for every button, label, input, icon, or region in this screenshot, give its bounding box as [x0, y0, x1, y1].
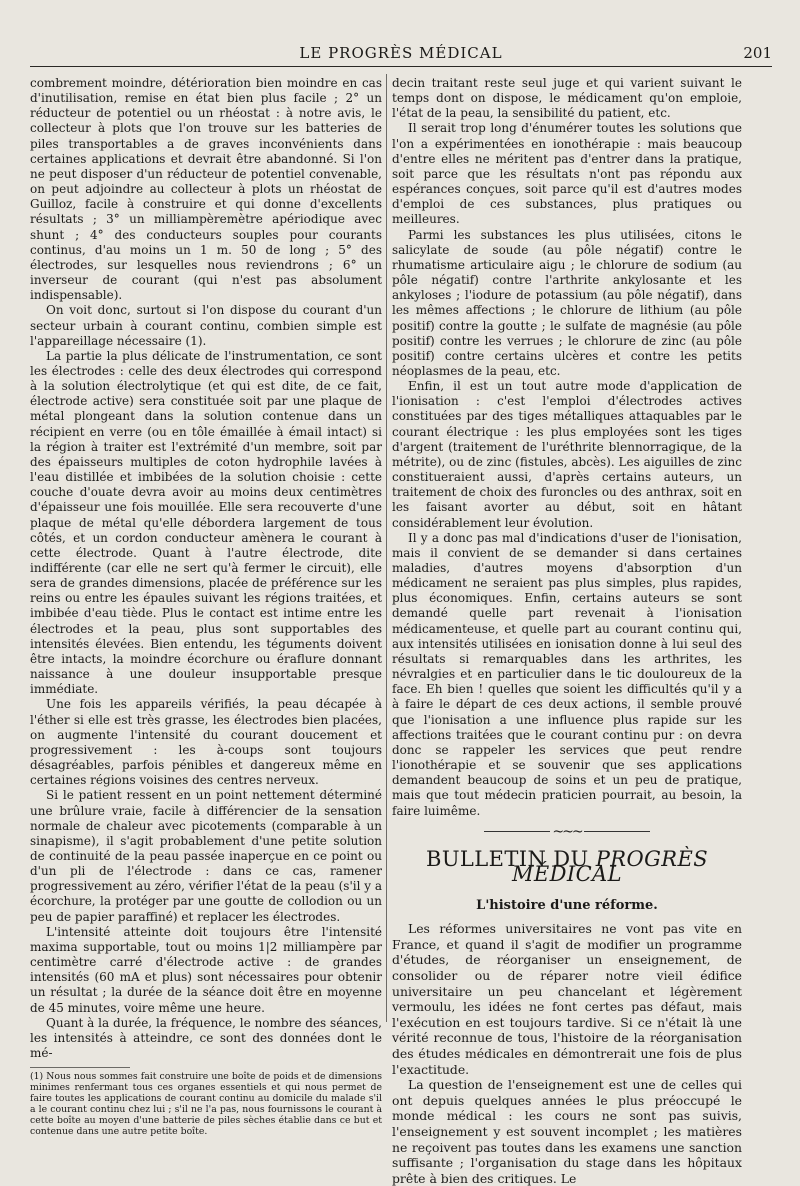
ornament-line-left — [484, 831, 550, 832]
ornament-line-right — [584, 831, 650, 832]
running-title: LE PROGRÈS MÉDICAL — [299, 44, 503, 62]
right-paragraph-5: Il y a donc pas mal d'indications d'user de l'ionisation, mais il convient de se demander si dans certaines maladies, d'autres moyens d'absorption d'un médicament ne seraient pas plus simples, plus rapides, plus économiques. Enfin, certains auteurs se sont demandé quelle part revenait à l'ionisation médicamenteuse, et quelle part au courant continu qui, aux intensités utilisées en ionisation donne à lui seul des résultats si remarquables dans les arthrites, les névralgies et en particulier dans le tic douloureux de la face. Eh bien ! quelles que soient les difficultés qu'il y a à faire le départ de ces deux actions, il semble prouvé que l'ionisation a une influence plus rapide sur les affections traitées que le courant continu pur : on devra donc se rappeler les services que peut rendre l'ionothérapie et se souvenir que ses applications demandent beaucoup de soins et un peu de pratique, mais que tout médecin praticien pourrait, au besoin, la faire luimême. — [392, 530, 742, 818]
right-column — [392, 76, 742, 1186]
right-paragraph-4: Enfin, il est un tout autre mode d'application de l'ionisation : c'est l'emploi d'électrodes actives constituées par des tiges métalliques attaquables par le courant électrique : les plus employées sont les tiges d'argent (traitement de l'uréthrite blennorragique, de la métrite), ou de zinc (fistules, abcès). Les aiguilles de zinc constitueraient aussi, d'après certains auteurs, un traitement de choix des furoncles ou des anthrax, soit en les faisant avorter au début, soit en hâtant considérablement leur évolution. — [392, 379, 742, 530]
right-paragraph-3: Parmi les substances les plus utilisées, citons le salicylate de soude (au pôle négatif) contre le rhumatisme articulaire aigu ; le chlorure de sodium (au pôle négatif) contre l'arthrite ankylosante et les ankyloses ; l'iodure de potassium (au pôle négatif), dans les mêmes affections ; le chlorure de lithium (au pôle positif) contre la goutte ; le sulfate de magnésie (au pôle positif) contre les verrues ; le chlorure de zinc (au pôle positif) contre certains ulcères et contre les petits néoplasmes de la peau, etc. — [392, 227, 742, 378]
right-paragraph-7: La question de l'enseignement est une de celles qui ont depuis quelques années le plus préoccupé le monde médical : les cours ne sont pas suivis, l'enseignement y est souvent incomplet ; les matières ne reçoivent pas toutes dans les examens une sanction suffisante ; l'organisation du stage dans les hôpitaux prête à bien des critiques. Le — [392, 1077, 742, 1186]
left-paragraph-3: La partie la plus délicate de l'instrumentation, ce sont les électrodes : celle des deux électrodes qui correspond à la solution électrolytique (et qui est dite, de ce fait, électrode active) sera constituée soit par une plaque de métal plongeant dans la solution contenue dans un récipient en verre (ou en tôle émaillée à émail intact) si la région à traiter est l'extrémité d'un membre, soit par des épaisseurs multiples de coton hydrophile lavées à l'eau distillée et imbibées de la solution choisie : cette couche d'ouate devra avoir au moins deux centimètres d'épaisseur une fois mouillée. Elle sera recouverte d'une plaque de métal qu'elle débordera largement de tous côtés, et un cordon conducteur amènera le courant à cette électrode. Quant à l'autre électrode, dite indifférente (car elle ne sert qu'à fermer le circuit), elle sera de grandes dimensions, placée de préférence sur les reins ou entre les épaules suivant les régions traitées, et imbibée d'eau tiède. Plus le contact est intime entre les électrodes et la peau, plus sont supportables des intensités élevées. Bien entendu, les téguments doivent être intacts, la moindre écorchure ou éraflure donnant naissance à une douleur insupportable presque immédiate. — [30, 348, 382, 697]
footnote: (1) Nous nous sommes fait construire une boîte de poids et de dimensions minimes renfermant tous ces organes essentiels et qui nous permet de faire toutes les applications de courant continu au domicile du malade s'il a le courant continu chez lui ; s'il ne l'a pas, nous fournissons le courant à cette boîte au moyen d'une batterie de piles sèches établie dans ce but et contenue dans une autre petite boîte. — [30, 1071, 382, 1138]
bulletin-heading-prefix: BULLETIN DU — [426, 846, 596, 871]
column-divider — [386, 74, 387, 1022]
left-paragraph-7: Quant à la durée, la fréquence, le nombre des séances, les intensités à atteindre, ce sont des données dont le mé- — [30, 1015, 382, 1060]
ornament-flourish: ~~~ — [552, 823, 582, 840]
page-header — [30, 40, 772, 67]
section-ornament — [392, 825, 742, 840]
right-paragraph-1: decin traitant reste seul juge et qui varient suivant le temps dont on dispose, le médicament qu'on emploie, l'état de la peau, la sensibilité du patient, etc. — [392, 76, 742, 121]
left-paragraph-2: On voit donc, surtout si l'on dispose du courant d'un secteur urbain à courant continu, combien simple est l'appareillage nécessaire (1). — [30, 303, 382, 348]
left-paragraph-6: L'intensité atteinte doit toujours être l'intensité maxima supportable, tout ou moins 1|2 milliampère par centimètre carré d'électrode active : de grandes intensités (60 mA et plus) sont nécessaires pour obtenir un résultat ; la durée de la séance doit être en moyenne de 45 minutes, voire même une heure. — [30, 924, 382, 1015]
left-paragraph-4: Une fois les appareils vérifiés, la peau décapée à l'éther si elle est très grasse, les électrodes bien placées, on augmente l'intensité du courant doucement et progressivement : les à-coups sont toujours désagréables, parfois pénibles et dangereux même en certaines régions voisines des centres nerveux. — [30, 697, 382, 788]
footnote-separator — [30, 1067, 130, 1068]
left-paragraph-5: Si le patient ressent en un point nettement déterminé une brûlure vraie, facile à différencier de la sensation normale de chaleur avec picotements (comparable à un sinapisme), il s'agit probablement d'une petite solution de continuité de la peau passée inaperçue en ce point ou d'un pli de l'électrode : dans ce cas, ramener progressivement au zéro, vérifier l'état de la peau (s'il y a écorchure, la protéger par une goutte de collodion ou un peu de papier paraffiné) et replacer les électrodes. — [30, 788, 382, 924]
bulletin-heading — [392, 846, 742, 886]
article-title: L'histoire d'une réforme. — [476, 898, 658, 914]
right-paragraph-6: Les réformes universitaires ne vont pas vite en France, et quand il s'agit de modifier un programme d'études, de réorganiser un enseignement, de consolider ou de réparer notre vieil édifice universitaire un peu chancelant et légèrement vermoulu, les idées ne font certes pas défaut, mais l'exécution en est toujours tardive. Si ce n'était là une vérité reconnue de tous, l'histoire de la réorganisation des études médicales en démontrerait une fois de plus l'exactitude. — [392, 921, 742, 1077]
right-paragraph-2: Il serait trop long d'énumérer toutes les solutions que l'on a expérimentées en ionothérapie : mais beaucoup d'entre elles ne méritent pas d'entrer dans la pratique, soit parce que les résultats n'ont pas répondu aux espérances conçues, soit parce qu'il est d'autres modes d'emploi de ces substances, plus pratiques ou meilleures. — [392, 121, 742, 227]
page-number: 201 — [743, 44, 772, 62]
bulletin-heading-journal: PROGRÈS MÉDICAL — [512, 846, 708, 886]
bulletin-body — [392, 921, 742, 1186]
left-paragraph-1: combrement moindre, détérioration bien moindre en cas d'inutilisation, remise en état bien plus facile ; 2° un réducteur de potentiel ou un rhéostat : à notre avis, le collecteur à plots que l'on trouve sur les batteries de piles transportables a de graves inconvénients dans certaines applications et devrait être abandonné. Si l'on ne peut disposer d'un réducteur de potentiel convenable, on peut adjoindre au collecteur à plots un rhéostat de Guilloz, facile à construire et qui donne d'excellents résultats ; 3° un milliampèremètre apériodique avec shunt ; 4° des conducteurs souples pour courants continus, d'au moins un 1 m. 50 de long ; 5° des électrodes, sur lesquelles nous reviendrons ; 6° un inverseur de courant (qui n'est pas absolument indispensable). — [30, 76, 382, 303]
left-column — [30, 76, 382, 1138]
